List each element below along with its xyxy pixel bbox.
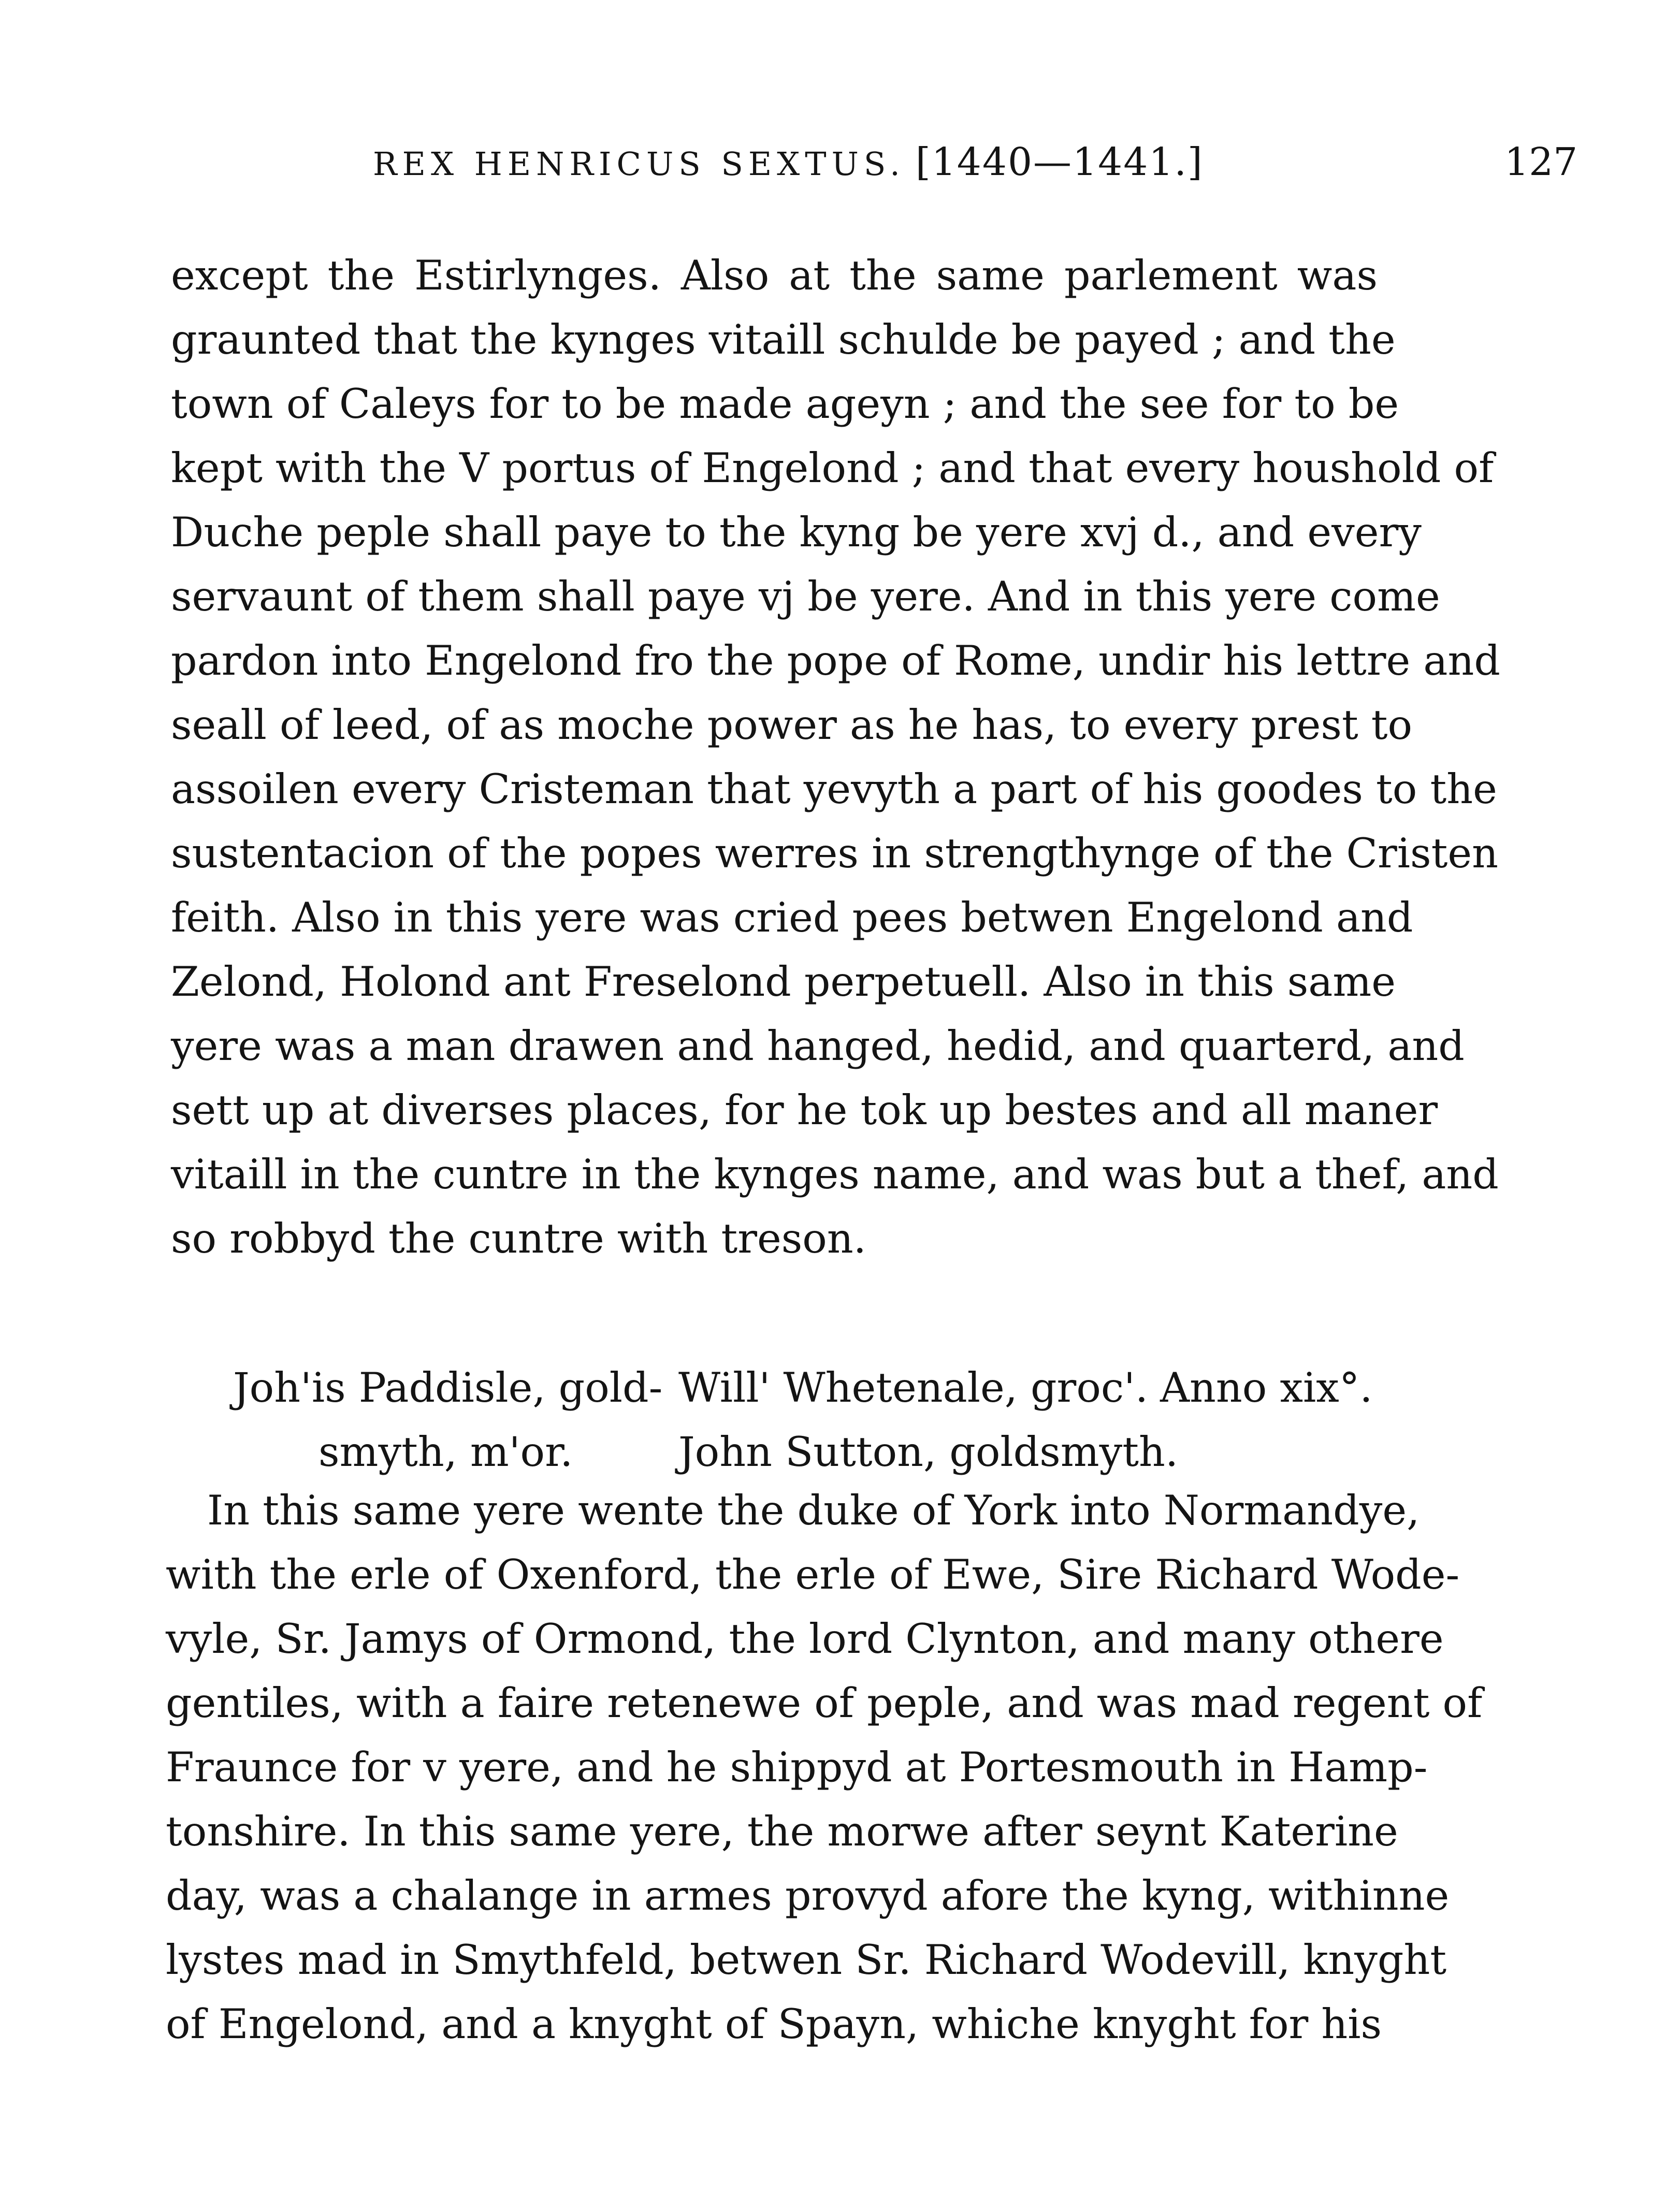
- paragraph-1: [171, 243, 1500, 1271]
- paragraph-2: [166, 1478, 1483, 2056]
- mayor-name: Joh'is Paddisle, gold-: [233, 1364, 663, 1412]
- text-line: feith. Also in this yere was cried pees betwen Engelond and: [171, 894, 1413, 941]
- sheriff-name-1: Will' Whetenale, groc'.: [678, 1364, 1148, 1412]
- text-line: sett up at diverses places, for he tok up bestes and all maner: [171, 1086, 1438, 1134]
- year-range: [1440—1441.]: [915, 140, 1204, 184]
- text-line: gentiles, with a faire retenewe of peple, and was mad regent of: [166, 1679, 1483, 1727]
- text-line: so robbyd the cuntre with treson.: [171, 1215, 866, 1262]
- text-line: seall of leed, of as moche power as he has, to every prest to: [171, 701, 1413, 749]
- text-line: pardon into Engelond fro the pope of Rome, undir his lettre and: [171, 637, 1500, 685]
- officials-block: [233, 1356, 1372, 1485]
- text-line: yere was a man drawen and hanged, hedid, and quarterd, and: [171, 1022, 1465, 1070]
- text-line: Fraunce for v yere, and he shippyd at Portesmouth in Hamp-: [166, 1743, 1428, 1791]
- text-line: tonshire. In this same yere, the morwe after seynt Katerine: [166, 1808, 1398, 1855]
- mayor-title: smyth, m'or.: [318, 1428, 573, 1476]
- text-line: In this same yere wente the duke of York into Normandye,: [207, 1487, 1420, 1534]
- text-line: vyle, Sr. Jamys of Ormond, the lord Clynton, and many othere: [166, 1615, 1444, 1663]
- text-line: Zelond, Holond ant Freselond perpetuell. Also in this same: [171, 958, 1396, 1006]
- text-line: Duche peple shall paye to the kyng be yere xvj d., and every: [171, 508, 1422, 556]
- text-line: graunted that the kynges vitaill schulde be payed ; and the: [171, 316, 1396, 364]
- text-line: except the Estirlynges. Also at the same parlement was: [171, 252, 1378, 299]
- text-line: sustentacion of the popes werres in strengthynge of the Cristen: [171, 830, 1498, 877]
- text-line: lystes mad in Smythfeld, betwen Sr. Richard Wodevill, knyght: [166, 1936, 1447, 1984]
- text-line: servaunt of them shall paye vj be yere. And in this yere come: [171, 573, 1440, 620]
- text-line: kept with the V portus of Engelond ; and that every houshold of: [171, 444, 1494, 492]
- text-line: vitaill in the cuntre in the kynges name, and was but a thef, and: [171, 1151, 1499, 1198]
- text-line: with the erle of Oxenford, the erle of Ewe, Sire Richard Wode-: [166, 1551, 1460, 1598]
- regnal-year: Anno xix°.: [1160, 1364, 1373, 1412]
- text-line: of Engelond, and a knyght of Spayn, whiche knyght for his: [166, 2000, 1382, 2048]
- page-number: 127: [1504, 140, 1578, 184]
- text-line: day, was a chalange in armes provyd afore the kyng, withinne: [166, 1872, 1450, 1920]
- text-line: town of Caleys for to be made ageyn ; and the see for to be: [171, 380, 1399, 428]
- sheriff-name-2: John Sutton, goldsmyth.: [678, 1428, 1179, 1476]
- running-title: REX HENRICUS SEXTUS.: [373, 145, 905, 183]
- running-head: [373, 140, 1204, 184]
- text-line: assoilen every Cristeman that yevyth a part of his goodes to the: [171, 765, 1497, 813]
